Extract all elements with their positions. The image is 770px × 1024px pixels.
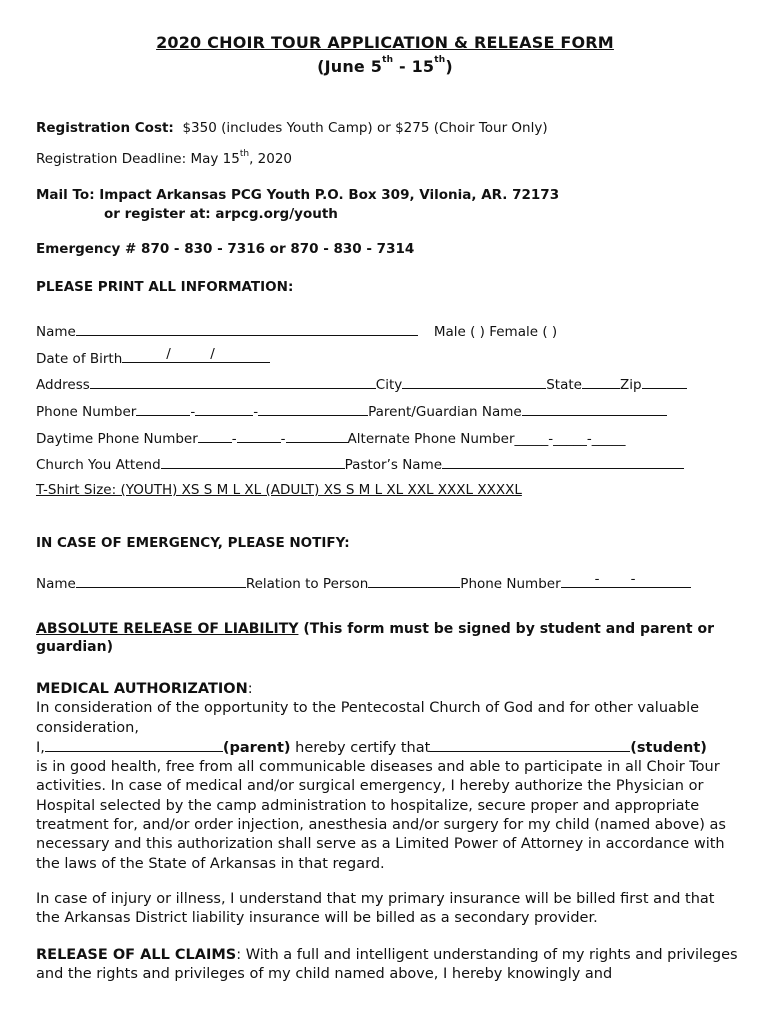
phone-row: Phone Number - - Parent/Guardian Name	[36, 401, 667, 420]
emergency-row: Name Relation to Person Phone Number - -	[36, 573, 691, 592]
claims-paragraph: RELEASE OF ALL CLAIMS: With a full and intelligent understanding of my rights and privileges and the rights and privileges of my child named above, I hereby knowingly and	[36, 947, 738, 983]
medical-heading: MEDICAL AUTHORIZATION	[36, 681, 248, 697]
city-field[interactable]	[402, 374, 546, 389]
dob-row: Date of Birth / /	[36, 348, 270, 367]
medical-section: MEDICAL AUTHORIZATION: In consideration of the opportunity to the Pentecostal Church of God and for other valuable consideration, I, (parent) hereby certify that (student) is in good health, free from all communicable diseases and able to participate in all Choir Tour activities. In case of medical and/or surgical emergency, I hereby authorize the Physician or Hospital selected by the camp administration to hospitalize, secure proper and appropriate treatment for, and/or order injection, anesthesia and/or surgery for my child (named above) as necessary and this authorization shall serve as a Limited Power of Attorney in accordance with the laws of the State of Arkansas in that regard.	[36, 680, 741, 874]
alt-phone: Alternate Phone Number_____-_____-_____	[347, 431, 626, 447]
release-heading: ABSOLUTE RELEASE OF LIABILITY (This form must be signed by student and parent or guardian)	[36, 621, 714, 655]
medical-body: is in good health, free from all communicable diseases and able to participate in all Choir Tour activities. In case of medical and/or surgical emergency, I hereby authorize the Physician or Hospital selected by the camp administration to hospitalize, secure proper and appropriate treatment for, and/or order injection, anesthesia and/or surgery for my child (named above) as necessary and this authorization shall serve as a Limited Power of Attorney in accordance with the laws of the State of Arkansas in that regard.	[36, 759, 726, 872]
name-row: Name Male ( ) Female ( )	[36, 321, 557, 340]
parent-name-field[interactable]	[45, 738, 223, 752]
emergency-name-field[interactable]	[76, 573, 246, 588]
phone-field-1[interactable]	[136, 401, 190, 416]
zip-field[interactable]	[642, 374, 687, 389]
address-field[interactable]	[90, 374, 376, 389]
emergency-phone-field[interactable]: - -	[561, 573, 691, 588]
pastor-field[interactable]	[442, 454, 684, 469]
emergency-heading: IN CASE OF EMERGENCY, PLEASE NOTIFY:	[36, 535, 350, 551]
insurance-paragraph: In case of injury or illness, I understand that my primary insurance will be billed first and that the Arkansas District liability insurance will be billed as a secondary provider.	[36, 891, 715, 927]
phone-field-3[interactable]	[258, 401, 368, 416]
church-row: Church You Attend Pastor’s Name	[36, 454, 684, 473]
daytime-phone-3[interactable]	[286, 428, 348, 443]
form-title: 2020 CHOIR TOUR APPLICATION & RELEASE FORM	[156, 33, 614, 52]
guardian-field[interactable]	[522, 401, 667, 416]
dob-field[interactable]: / /	[122, 348, 270, 363]
registration-cost: Registration Cost: $350 (includes Youth Camp) or $275 (Choir Tour Only)	[36, 120, 548, 136]
mail-to-line1: Mail To: Impact Arkansas PCG Youth P.O. Box 309, Vilonia, AR. 72173	[36, 187, 560, 203]
mail-to-line2: or register at: arpcg.org/youth	[104, 206, 338, 222]
relation-field[interactable]	[368, 573, 460, 588]
daytime-phone-1[interactable]	[198, 428, 232, 443]
registration-deadline: Registration Deadline: May 15th, 2020	[36, 149, 293, 167]
daytime-phone-row: Daytime Phone Number - - Alternate Phone Number_____-_____-_____	[36, 428, 626, 447]
emergency-phone: Emergency # 870 - 830 - 7316 or 870 - 830 - 7314	[36, 241, 415, 257]
claims-heading: RELEASE OF ALL CLAIMS	[36, 947, 237, 963]
gender-options: Male ( ) Female ( )	[433, 324, 558, 340]
student-name-field[interactable]	[430, 738, 630, 752]
church-field[interactable]	[161, 454, 345, 469]
daytime-phone-2[interactable]	[237, 428, 281, 443]
name-field[interactable]	[76, 321, 418, 336]
state-field[interactable]	[582, 374, 620, 389]
address-row: Address City State Zip	[36, 374, 687, 393]
tour-dates: (June 5th - 15th)	[317, 55, 453, 76]
medical-intro: In consideration of the opportunity to the Pentecostal Church of God and for other valuable consideration,	[36, 700, 700, 736]
print-heading: PLEASE PRINT ALL INFORMATION:	[36, 279, 294, 295]
tshirt-sizes: T-Shirt Size: (YOUTH) XS S M L XL (ADULT) XS S M L XL XXL XXXL XXXXL	[36, 482, 522, 498]
phone-field-2[interactable]	[195, 401, 253, 416]
